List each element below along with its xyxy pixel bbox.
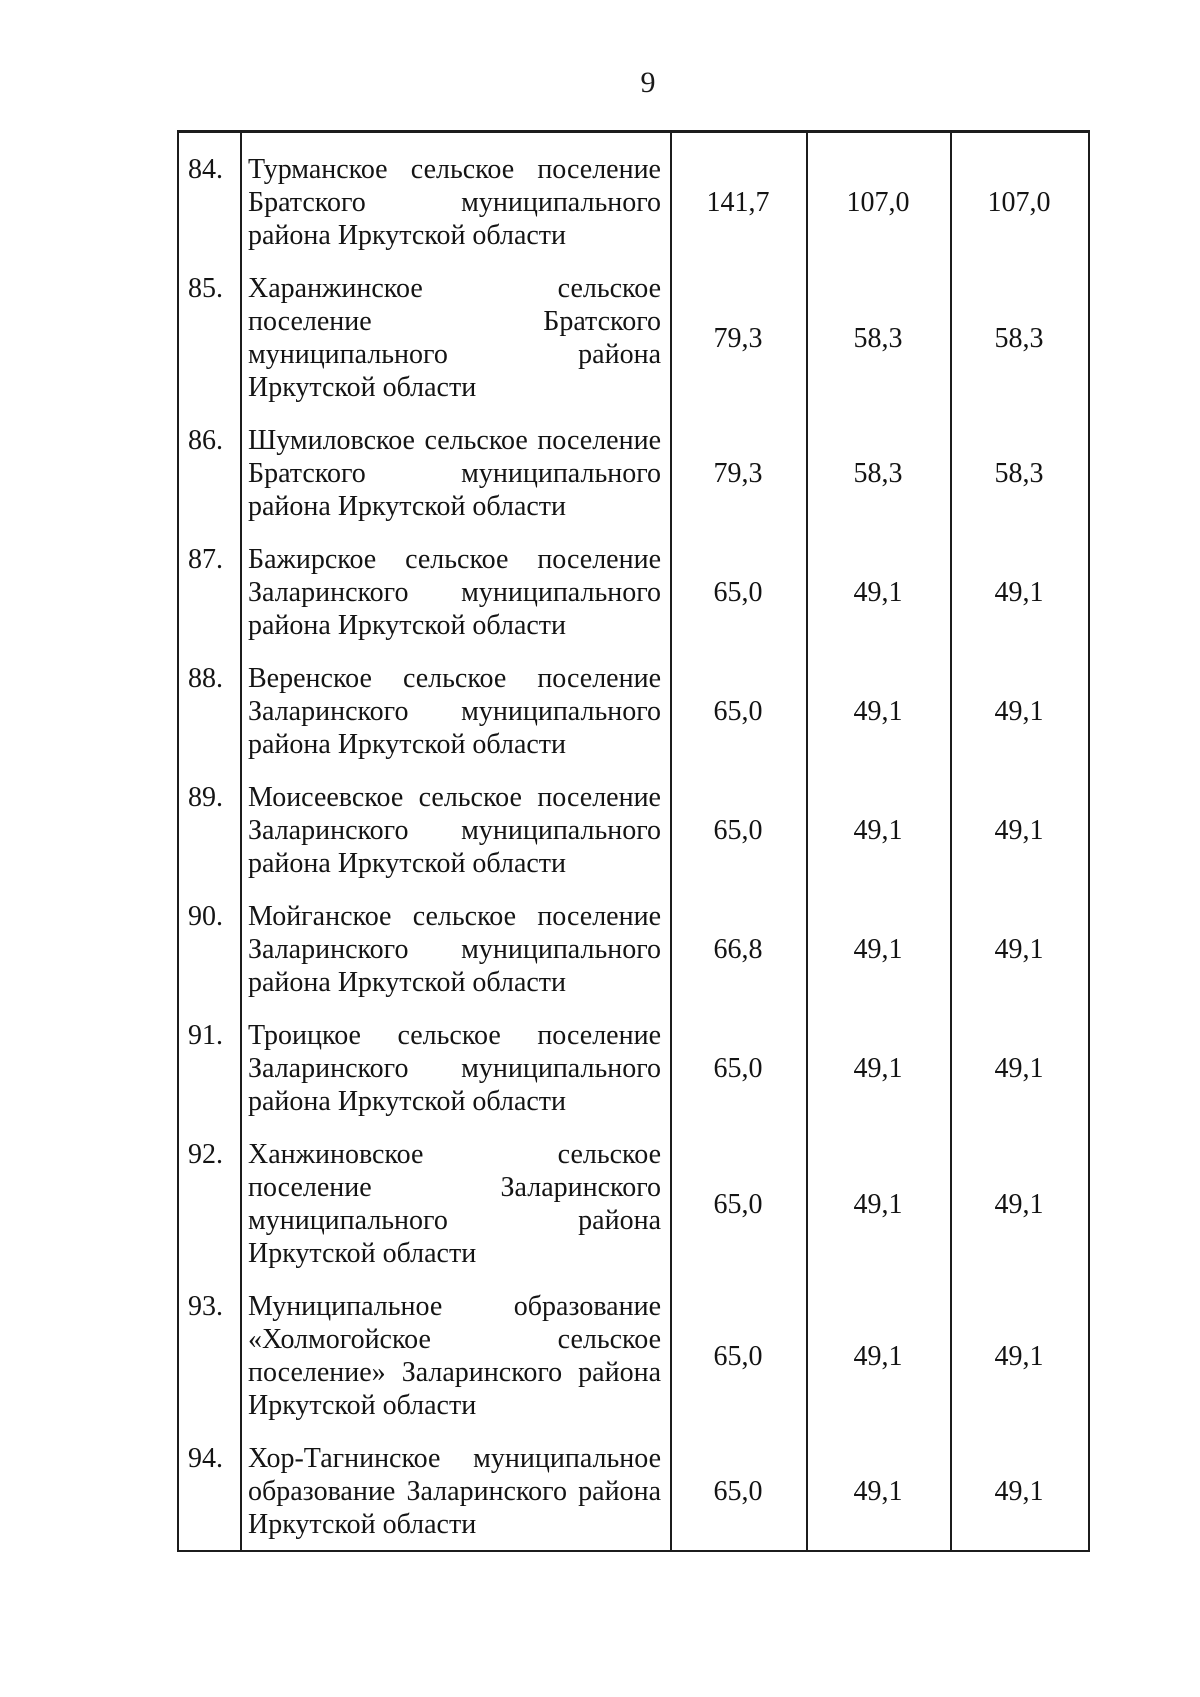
row-number-cell: 90. bbox=[188, 901, 223, 932]
municipalities-table bbox=[177, 130, 1090, 1552]
municipality-name-cell bbox=[240, 1138, 670, 1270]
municipality-name-line: муниципального района bbox=[248, 1205, 661, 1236]
column-divider bbox=[950, 133, 952, 1550]
page-number: 9 bbox=[640, 66, 656, 99]
row-number-cell: 86. bbox=[188, 425, 223, 456]
value-1: 65,0 bbox=[713, 815, 763, 846]
municipality-name-line: Бажирское сельское поселение bbox=[248, 544, 661, 575]
municipality-name-cell bbox=[240, 1019, 670, 1118]
value-1: 65,0 bbox=[713, 1188, 763, 1220]
value-cell-2 bbox=[806, 781, 950, 880]
value-2: 49,1 bbox=[853, 1053, 903, 1084]
municipality-name-line: Заларинского муниципального bbox=[248, 815, 661, 846]
value-cell-3 bbox=[950, 424, 1088, 523]
municipality-name-cell bbox=[240, 543, 670, 642]
municipality-name-line: поселение» Заларинского района bbox=[248, 1357, 661, 1388]
municipality-name-line: Моисеевское сельское поселение bbox=[248, 782, 661, 813]
municipality-name-line: Заларинского муниципального bbox=[248, 696, 661, 727]
municipality-name-line: Мойганское сельское поселение bbox=[248, 901, 661, 932]
municipality-name-line: Веренское сельское поселение bbox=[248, 663, 661, 694]
row-number-cell: 91. bbox=[188, 1020, 223, 1051]
value-cell-3 bbox=[950, 1138, 1088, 1270]
municipality-name-cell bbox=[240, 662, 670, 761]
municipality-name-line: поселение Братского bbox=[248, 306, 661, 337]
row-number-cell: 89. bbox=[188, 782, 223, 813]
municipality-name-cell bbox=[240, 153, 670, 252]
municipality-name-line: Хор-Тагнинское муниципальное bbox=[248, 1443, 661, 1474]
value-cell-3 bbox=[950, 1290, 1088, 1422]
row-number-cell: 87. bbox=[188, 544, 223, 575]
value-3: 58,3 bbox=[994, 322, 1044, 354]
value-cell-1 bbox=[670, 1138, 806, 1270]
value-3: 49,1 bbox=[994, 1053, 1044, 1084]
municipality-name-cell bbox=[240, 781, 670, 880]
value-cell-3 bbox=[950, 900, 1088, 999]
value-cell-1 bbox=[670, 543, 806, 642]
value-2: 49,1 bbox=[853, 577, 903, 608]
value-cell-2 bbox=[806, 424, 950, 523]
value-cell-2 bbox=[806, 1138, 950, 1270]
value-1: 65,0 bbox=[713, 1053, 763, 1084]
value-cell-3 bbox=[950, 1019, 1088, 1118]
value-2: 107,0 bbox=[846, 187, 910, 218]
value-3: 49,1 bbox=[994, 577, 1044, 608]
municipality-name-cell bbox=[240, 424, 670, 523]
municipality-name-cell bbox=[240, 900, 670, 999]
row-number-cell: 88. bbox=[188, 663, 223, 694]
municipality-name-line: Муниципальное образование bbox=[248, 1291, 661, 1322]
municipality-name-line: Турманское сельское поселение bbox=[248, 154, 661, 185]
value-1: 65,0 bbox=[713, 1476, 763, 1507]
column-divider bbox=[806, 133, 808, 1550]
municipality-name-line: Иркутской области bbox=[248, 1509, 477, 1540]
value-3: 58,3 bbox=[994, 458, 1044, 489]
value-1: 65,0 bbox=[713, 1340, 763, 1372]
municipality-name-cell bbox=[240, 272, 670, 404]
municipality-name-line: района Иркутской области bbox=[248, 610, 567, 641]
municipality-name-line: «Холмогойское сельское bbox=[248, 1324, 661, 1355]
municipality-name-line: Братского муниципального bbox=[248, 187, 661, 218]
value-cell-2 bbox=[806, 1442, 950, 1541]
municipality-name-line: района Иркутской области bbox=[248, 491, 567, 522]
municipality-name-line: Иркутской области bbox=[248, 1390, 477, 1421]
value-1: 79,3 bbox=[713, 458, 763, 489]
value-cell-2 bbox=[806, 272, 950, 404]
value-3: 49,1 bbox=[994, 934, 1044, 965]
municipality-name-line: Заларинского муниципального bbox=[248, 934, 661, 965]
value-cell-2 bbox=[806, 900, 950, 999]
column-divider bbox=[670, 133, 672, 1550]
row-number-cell: 93. bbox=[188, 1291, 223, 1322]
row-number-cell: 92. bbox=[188, 1139, 223, 1170]
municipality-name-line: района Иркутской области bbox=[248, 967, 567, 998]
value-3: 49,1 bbox=[994, 1340, 1044, 1372]
value-2: 49,1 bbox=[853, 1188, 903, 1220]
value-cell-3 bbox=[950, 781, 1088, 880]
value-2: 49,1 bbox=[853, 815, 903, 846]
value-1: 65,0 bbox=[713, 696, 763, 727]
value-cell-3 bbox=[950, 662, 1088, 761]
value-2: 58,3 bbox=[853, 322, 903, 354]
value-2: 49,1 bbox=[853, 934, 903, 965]
municipality-name-line: Харанжинское сельское bbox=[248, 273, 661, 304]
value-2: 49,1 bbox=[853, 1476, 903, 1507]
municipality-name-line: образование Заларинского района bbox=[248, 1476, 661, 1507]
value-cell-1 bbox=[670, 1019, 806, 1118]
row-number-cell: 84. bbox=[188, 154, 223, 185]
value-1: 79,3 bbox=[713, 322, 763, 354]
municipality-name-line: Иркутской области bbox=[248, 372, 477, 403]
municipality-name-line: муниципального района bbox=[248, 339, 661, 370]
value-cell-1 bbox=[670, 424, 806, 523]
value-cell-3 bbox=[950, 272, 1088, 404]
municipality-name-line: района Иркутской области bbox=[248, 1086, 567, 1117]
value-cell-2 bbox=[806, 1019, 950, 1118]
value-cell-1 bbox=[670, 153, 806, 252]
value-1: 65,0 bbox=[713, 577, 763, 608]
value-cell-2 bbox=[806, 1290, 950, 1422]
value-cell-1 bbox=[670, 272, 806, 404]
value-2: 58,3 bbox=[853, 458, 903, 489]
municipality-name-line: Заларинского муниципального bbox=[248, 577, 661, 608]
municipality-name-line: Троицкое сельское поселение bbox=[248, 1020, 661, 1051]
value-3: 49,1 bbox=[994, 1188, 1044, 1220]
municipality-name-line: Заларинского муниципального bbox=[248, 1053, 661, 1084]
value-3: 49,1 bbox=[994, 1476, 1044, 1507]
municipality-name-line: района Иркутской области bbox=[248, 729, 567, 760]
value-cell-3 bbox=[950, 543, 1088, 642]
value-cell-1 bbox=[670, 1290, 806, 1422]
municipality-name-cell bbox=[240, 1290, 670, 1422]
municipality-name-line: района Иркутской области bbox=[248, 220, 567, 251]
municipality-name-cell bbox=[240, 1442, 670, 1541]
value-2: 49,1 bbox=[853, 1340, 903, 1372]
value-cell-1 bbox=[670, 781, 806, 880]
value-cell-1 bbox=[670, 900, 806, 999]
municipality-name-line: района Иркутской области bbox=[248, 848, 567, 879]
value-cell-2 bbox=[806, 662, 950, 761]
column-divider bbox=[240, 133, 242, 1550]
municipality-name-line: Братского муниципального bbox=[248, 458, 661, 489]
municipality-name-line: Ханжиновское сельское bbox=[248, 1139, 661, 1170]
value-3: 49,1 bbox=[994, 815, 1044, 846]
row-number-cell: 94. bbox=[188, 1443, 223, 1474]
value-cell-2 bbox=[806, 543, 950, 642]
value-2: 49,1 bbox=[853, 696, 903, 727]
value-cell-1 bbox=[670, 662, 806, 761]
value-1: 141,7 bbox=[706, 187, 770, 218]
municipality-name-line: Шумиловское сельское поселение bbox=[248, 425, 661, 456]
row-number-cell: 85. bbox=[188, 273, 223, 304]
value-3: 49,1 bbox=[994, 696, 1044, 727]
value-cell-2 bbox=[806, 153, 950, 252]
municipality-name-line: поселение Заларинского bbox=[248, 1172, 661, 1203]
value-3: 107,0 bbox=[987, 187, 1051, 218]
value-1: 66,8 bbox=[713, 934, 763, 965]
value-cell-1 bbox=[670, 1442, 806, 1541]
value-cell-3 bbox=[950, 153, 1088, 252]
value-cell-3 bbox=[950, 1442, 1088, 1541]
municipality-name-line: Иркутской области bbox=[248, 1238, 477, 1269]
